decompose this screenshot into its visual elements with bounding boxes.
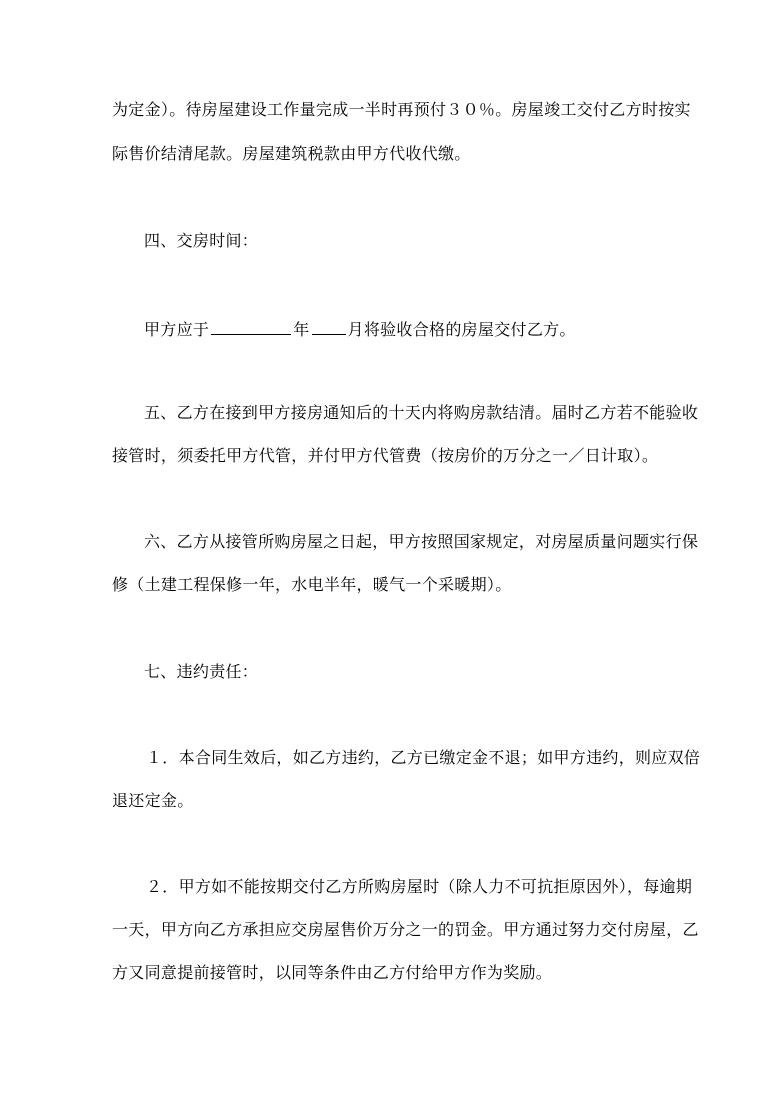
section-5-line-1: 五、乙方在接到甲方接房通知后的十天内将购房款结清。届时乙方若不能验收	[144, 403, 699, 422]
section-5-line-2: 接管时，须委托甲方代管，并付甲方代管费（按房价的万分之一／日计取）。	[112, 446, 659, 465]
section-6-line-1: 六、乙方从接管所购房屋之日起，甲方按照国家规定，对房屋质量问题实行保	[144, 532, 699, 551]
section-4-title: 四、交房时间：	[144, 231, 259, 250]
section-4-text-part-a: 甲方应于	[144, 320, 210, 339]
year-blank	[211, 318, 291, 335]
section-7-item-2-line-3: 方又同意提前接管时，以同等条件由乙方付给甲方作为奖励。	[112, 963, 553, 982]
section-4-text-part-b: 年	[293, 320, 310, 339]
section-7-item-1-line-2: 退还定金。	[112, 791, 194, 810]
section-6-line-2: 修（土建工程保修一年，水电半年，暖气一个采暖期）。	[112, 575, 512, 594]
section-4-text-part-c: 月将验收合格的房屋交付乙方。	[347, 320, 576, 339]
section-4-text	[0, 318, 774, 340]
section-7-item-2-line-2: 一天，甲方向乙方承担应交房屋售价万分之一的罚金。甲方通过努力交付房屋，乙	[112, 920, 699, 939]
section-7-title: 七、违约责任：	[144, 662, 259, 681]
paragraph-line-2: 际售价结清尾款。房屋建筑税款由甲方代收代缴。	[112, 144, 471, 163]
month-blank	[312, 318, 346, 335]
paragraph-line-1: 为定金）。待房屋建设工作量完成一半时再预付３０％。房屋竣工交付乙方时按实	[112, 100, 691, 119]
section-7-item-1-line-1: １．本合同生效后，如乙方违约，乙方已缴定金不退；如甲方违约，则应双倍	[146, 748, 701, 767]
section-7-item-2-line-1: ２．甲方如不能按期交付乙方所购房屋时（除人力不可抗拒原因外），每逾期	[146, 877, 693, 896]
